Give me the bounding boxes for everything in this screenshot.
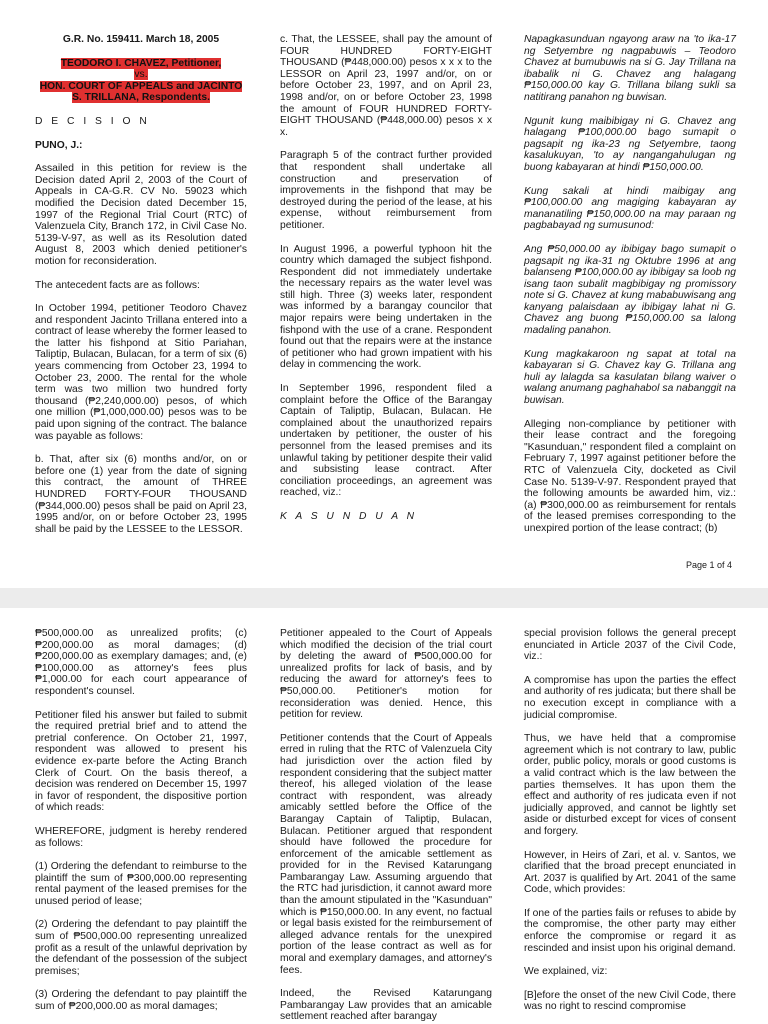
paragraph: If one of the parties fails or refuses to abide by the compromise, the other party may either enforce the compromise or regard it as rescinded and insist upon his original demand. bbox=[524, 907, 736, 954]
page-separator bbox=[0, 588, 768, 608]
versus: vs. bbox=[134, 69, 148, 81]
paragraph: Indeed, the Revised Katarungang Pambarangay Law provides that an amicable settlement reached after barangay bbox=[280, 988, 492, 1023]
document-page-2 bbox=[0, 608, 768, 1024]
paragraph: Paragraph 5 of the contract further provided that respondent shall undertake all construction and preservation of improvements in the fishpond that may be destroyed during the period of the lease, at his expense, without reimbursement from petitioner. bbox=[280, 150, 492, 231]
paragraph: [B]efore the onset of the new Civil Code, there was no right to rescind compromise bbox=[524, 989, 736, 1013]
paragraph: (3) Ordering the defendant to pay plaintiff the sum of ₱200,000.00 as moral damages; bbox=[35, 989, 247, 1013]
paragraph: (1) Ordering the defendant to reimburse to the plaintiff the sum of ₱300,000.00 representing rental payment of the leased premises for the unused period of lease; bbox=[35, 861, 247, 907]
paragraph: WHEREFORE, judgment is hereby rendered as follows: bbox=[35, 825, 247, 849]
paragraph: Petitioner contends that the Court of Appeals erred in ruling that the RTC of Valenzuela City had jurisdiction over the action filed by respondent considering that the subject matter thereof, his alleged violation of the lease contract with respondent, was already amicably settled before the Office of the Barangay Captain of Taliptip, Bulacan, Bulacan. Petitioner argued that respondent should have followed the procedure for enforcement of the amicable settlement as provided for in the Revised Katarungang Pambarangay Law. Assuming arguendo that the RTC had jurisdiction, it cannot award more than the amount stipulated in the "Kasunduan" which is ₱150,000.00. In any event, no factual or legal basis existed for the reimbursement of alleged advance rentals for the unexpired portion of the lease contract as well as for moral and exemplary damages, and attorney's fees. bbox=[280, 732, 492, 976]
respondent-name: HON. COURT OF APPEALS and JACINTO S. TRILLANA, Respondents. bbox=[39, 80, 243, 104]
quoted-paragraph: Ang ₱50,000.00 ay ibibigay bago sumapit o pagsapit ng ika-31 ng Oktubre 1996 at ang balanseng ₱100,000.00 ay ibibigay sa loob ng isang taon subalit magbibigay ng promissory note si G. Chavez at kung mababuwisang ang kanyang palaisdaan ay ibibigay lahat ni G. Chavez ang buong ₱150,000.00 sa lalong madaling panahon. bbox=[524, 243, 736, 337]
petitioner-name: TEODORO I. CHAVEZ, Petitioner, bbox=[60, 57, 222, 69]
paragraph: A compromise has upon the parties the effect and authority of res judicata; but there shall be no execution except in compliance with a judicial compromise. bbox=[524, 674, 736, 721]
paragraph: However, in Heirs of Zari, et al. v. Santos, we clarified that the broad precept enunciated in Art. 2037 is qualified by Art. 2041 of the same Code, which provides: bbox=[524, 849, 736, 896]
page2-column-1 bbox=[35, 628, 247, 1024]
paragraph: ₱500,000.00 as unrealized profits; (c) ₱200,000.00 as moral damages; (d) ₱200,000.00 as exemplary damages; and, (e) ₱100,000.00 as attorney's fees plus ₱1,000.00 for each court appearance of respondent's counsel. bbox=[35, 628, 247, 697]
quoted-paragraph: Ngunit kung maibibigay ni G. Chavez ang halagang ₱100,000.00 bago sumapit o pagsapit ng ika-23 ng Setyembre, taong kasalukuyan, 'to ay nangangahulugan ng buong kabayaran at hindi ₱150,000.00. bbox=[524, 115, 736, 173]
quoted-paragraph: Napagkasunduan ngayong araw na 'to ika-17 ng Setyembre ng nagpabuwis – Teodoro Chavez at bumubuwis na si G. Jay Trillana na ibabalik ni G. Chavez ang halagang ₱150,000.00 kay G. Trillana bilang sukli sa natitirang panahon ng buwisan. bbox=[524, 34, 736, 103]
paragraph: We explained, viz: bbox=[524, 966, 608, 978]
page2-column-2 bbox=[280, 628, 492, 1024]
paragraph: In August 1996, a powerful typhoon hit the country which damaged the subject fishpond. Respondent did not immediately undertake the necessary repairs as the water level was still high. Three (3) weeks later, respondent was informed by a barangay councilor that major repairs were being undertaken in the fishpond with the use of a crane. Respondent found out that the repairs were at the instance of petitioner who had grown impatient with his delay in commencing the work. bbox=[280, 243, 492, 371]
decision-heading: D E C I S I O N bbox=[35, 115, 150, 127]
paragraph: special provision follows the general precept enunciated in Article 2037 of the Civil Code, viz.: bbox=[524, 628, 736, 663]
quoted-paragraph: Kung magkakaroon ng sapat at total na kabayaran si G. Chavez kay G. Trillana ang huli ay lalagda sa kasulatan bilang waiver o walang anumang paghahabol sa nabanggit na buwisan. bbox=[524, 348, 736, 407]
paragraph: Petitioner appealed to the Court of Appeals which modified the decision of the trial court by deleting the award of ₱500,000.00 for unrealized profits for lack of basis, and by reducing the award for attorney's fees to ₱50,000.00. Petitioner's motion for reconsideration was denied. Hence, this petition for review. bbox=[280, 628, 492, 721]
paragraph: In October 1994, petitioner Teodoro Chavez and respondent Jacinto Trillana entered into a contract of lease whereby the former leased to the latter his fishpond at Sitio Pariahan, Taliptip, Bulacan, Bulacan, for a term of six (6) years commencing from October 23, 1994 to October 23, 2000. The rental for the whole term was two million two hundred forty thousand (₱2,240,000.00) pesos, of which one million (₱1,000,000.00) pesos was to be paid upon signing of the contract. The balance was payable as follows: bbox=[35, 303, 247, 442]
quoted-paragraph: Kung sakali at hindi maibigay ang ₱100,000.00 ang magiging kabayaran ay mananatiling ₱150,000.00 na may paraan ng pagbabayad ng sumusunod: bbox=[524, 185, 736, 232]
paragraph: b. That, after six (6) months and/or, on or before one (1) year from the date of signing this contract, the amount of THREE HUNDRED FORTY-FOUR THOUSAND (₱344,000.00) pesos shall be paid on April 23, 1995 and/or, on or before October 23, 1995 shall be paid by the LESSEE to the LESSOR. bbox=[35, 454, 247, 535]
paragraph: Petitioner filed his answer but failed to submit the required pretrial brief and to attend the pretrial conference. On October 21, 1997, respondent was allowed to present his evidence ex-parte before the Acting Branch Clerk of Court. On the basis thereof, a decision was rendered on December 15, 1997 in favor of respondent, the dispositive portion of which reads: bbox=[35, 709, 247, 814]
page-number: Page 1 of 4 bbox=[685, 560, 732, 570]
paragraph: The antecedent facts are as follows: bbox=[35, 279, 200, 291]
page2-column-3 bbox=[524, 628, 736, 1024]
case-number: G.R. No. 159411. March 18, 2005 bbox=[62, 34, 220, 45]
paragraph: In September 1996, respondent filed a complaint before the Office of the Barangay Captain of Taliptip, Bulacan, Bulacan. He complained about the unauthorized repairs undertaken by petitioner, the ouster of his personnel from the leased premises and its unlawful taking by petitioner despite their valid and subsisting lease contract. After conciliation proceedings, an agreement was reached, viz.: bbox=[280, 383, 492, 499]
paragraph: Thus, we have held that a compromise agreement which is not contrary to law, public order, public policy, morals or good customs is a valid contract which is the law between the parties themselves. It has upon them the effect and authority of res judicata even if not judicially approved, and cannot be lightly set aside or disturbed except for vices of consent and forgery. bbox=[524, 733, 736, 837]
kasunduan-heading: K A S U N D U A N bbox=[280, 510, 418, 522]
paragraph: c. That, the LESSEE, shall pay the amount of FOUR HUNDRED FORTY-EIGHT THOUSAND (₱448,000.00) pesos x x x to the LESSOR on April 23, 1997 and/or, on or before October 23, 1997, and on April 23, 1998 and/or, on or before October 23, 1998 the amount of FOUR HUNDRED FORTY-EIGHT THOUSAND (₱448,000.00) pesos x x x. bbox=[280, 34, 492, 138]
page1-column-1 bbox=[35, 34, 247, 547]
page1-column-2 bbox=[280, 34, 492, 535]
page1-column-3 bbox=[524, 34, 736, 547]
ponente: PUNO, J.: bbox=[35, 139, 83, 151]
paragraph: Assailed in this petition for review is the Decision dated April 2, 2003 of the Court of Appeals in CA-G.R. CV No. 59023 which modified the Decision dated December 15, 1997 of the Regional Trial Court (RTC) of Valenzuela City, Branch 172, in Civil Case No. 5139-V-97, as well as its Resolution dated August 8, 2003 which denied petitioner's motion for reconsideration. bbox=[35, 163, 247, 267]
paragraph: Alleging non-compliance by petitioner with their lease contract and the foregoing "Kasunduan," respondent filed a complaint on February 7, 1997 against petitioner before the RTC of Valenzuela City, docketed as Civil Case No. 5139-V-97. Respondent prayed that the following amounts be awarded him, viz.: (a) ₱300,000.00 as reimbursement for rentals of the leased premises corresponding to the unexpired portion of the lease contract; (b) bbox=[524, 418, 736, 534]
paragraph: (2) Ordering the defendant to pay plaintiff the sum of ₱500,000.00 representing unrealized profit as a result of the unlawful deprivation by the defendant of the possession of the subject premises; bbox=[35, 919, 247, 977]
